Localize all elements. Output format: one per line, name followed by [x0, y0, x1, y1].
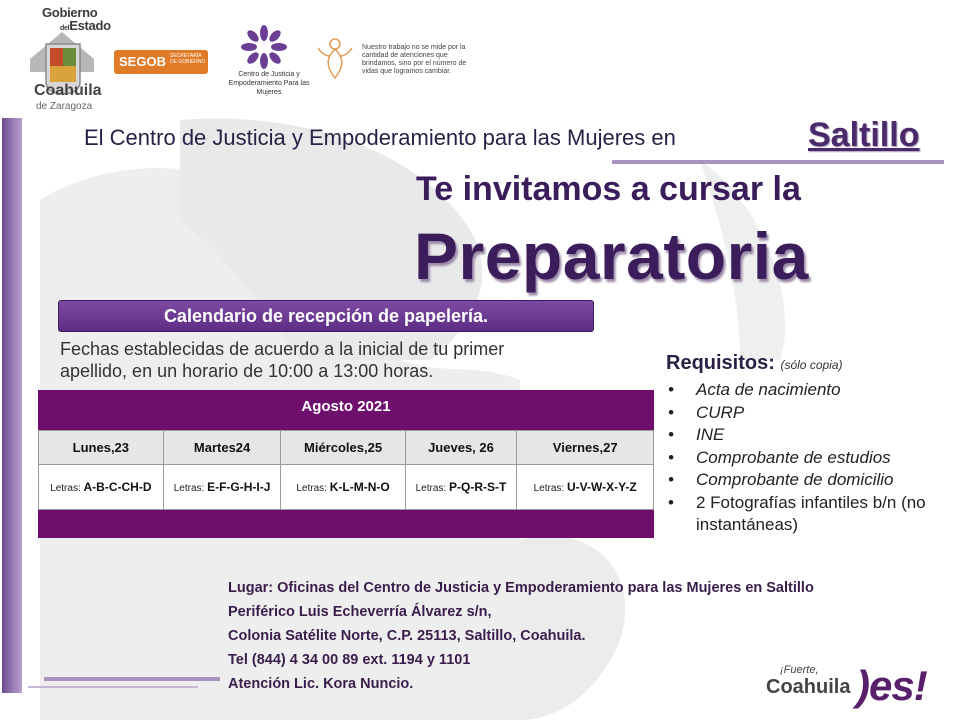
- letters-value: K-L-M-N-O: [329, 480, 390, 494]
- letters-value: E-F-G-H-I-J: [207, 480, 271, 494]
- women-figures-icon: [310, 34, 360, 82]
- requirement-item: • Comprobante de estudios: [666, 447, 956, 470]
- location-street: Periférico Luis Echeverría Álvarez s/n,: [228, 604, 492, 620]
- location-colony: Colonia Satélite Norte, C.P. 25113, Saltillo, Coahuila.: [228, 628, 586, 644]
- motto-text: Nuestro trabajo no se mide por la cantidad de atenciones que brindamos, sino por el número de vidas que logramos cambiar.: [362, 44, 467, 75]
- schedule-days-row: [39, 431, 654, 465]
- letters-prefix: Letras:: [533, 483, 565, 494]
- schedule-month: Agosto 2021: [301, 398, 391, 415]
- gob-title-estado: Estado: [69, 18, 111, 33]
- requirement-item: • CURP: [666, 402, 956, 425]
- main-heading: El Centro de Justicia y Empoderamiento para las Mujeres en: [84, 125, 676, 150]
- requirement-item: • 2 Fotografías infantiles b/n (no instantáneas): [666, 492, 956, 537]
- requirement-item: • INE: [666, 424, 956, 447]
- letters-cell: [405, 465, 517, 510]
- gob-title-line3: [60, 18, 111, 33]
- gob-title-line1: Gobierno: [42, 5, 98, 20]
- letters-cell: [517, 465, 654, 510]
- day-header: Jueves, 26: [405, 431, 517, 465]
- segob-label: SEGOB: [119, 54, 166, 69]
- letters-value: U-V-W-X-Y-Z: [566, 480, 637, 494]
- day-header: Lunes,23: [39, 431, 164, 465]
- letters-prefix: Letras:: [173, 483, 205, 494]
- location-phone: Tel (844) 4 34 00 89 ext. 1194 y 1101: [228, 652, 471, 668]
- schedule-table: [38, 430, 654, 510]
- gob-state-subtitle: de Zaragoza: [36, 101, 93, 112]
- program-name: Preparatoria: [414, 219, 809, 293]
- requirements-title: Requisitos:: [666, 352, 775, 374]
- day-header: Miércoles,25: [281, 431, 405, 465]
- fuerte-logo-small-text: ¡Fuerte,: [780, 664, 819, 676]
- letters-prefix: Letras:: [415, 483, 447, 494]
- bottom-divider: [44, 677, 220, 681]
- requirement-item: • Comprobante de domicilio: [666, 469, 956, 492]
- cjem-flower-icon: [240, 24, 288, 70]
- location-place: Lugar: Oficinas del Centro de Justicia y Empoderamiento para las Mujeres en Saltillo: [228, 580, 814, 596]
- requirements-heading: [666, 352, 843, 375]
- fuerte-logo-coahuila: Coahuila: [766, 676, 851, 698]
- letters-cell: [39, 465, 164, 510]
- letters-cell: [281, 465, 405, 510]
- schedule-letters-row: [39, 465, 654, 510]
- location-contact: Atención Lic. Kora Nuncio.: [228, 676, 414, 692]
- letters-value: P-Q-R-S-T: [448, 480, 507, 494]
- letters-prefix: Letras:: [296, 483, 327, 494]
- day-header: Martes24: [163, 431, 281, 465]
- invite-line: Te invitamos a cursar la: [416, 170, 801, 208]
- gob-state-name: Coahuila: [34, 82, 102, 99]
- fuerte-logo-es: )es!: [856, 662, 927, 709]
- day-header: Viernes,27: [517, 431, 654, 465]
- requirement-item: • Acta de nacimiento: [666, 379, 956, 402]
- requirements-note: (sólo copia): [780, 358, 843, 372]
- calendar-banner: Calendario de recepción de papelería.: [58, 300, 594, 332]
- letters-value: A-B-C-CH-D: [83, 480, 152, 494]
- heading-divider: [612, 160, 944, 164]
- requirements-list: [666, 379, 956, 537]
- segob-sublabel: SECRETARÍA DE GOBIERNO: [170, 53, 206, 65]
- gob-title-line2: del: [60, 25, 70, 32]
- bottom-divider-thin: [28, 686, 198, 688]
- cjem-logo-label: Centro de Justicia y Empoderamiento Para las Mujeres: [228, 71, 310, 96]
- letters-cell: [163, 465, 281, 510]
- left-accent-bar: [2, 118, 22, 693]
- dates-note: Fechas establecidas de acuerdo a la inicial de tu primer apellido, en un horario de 10:00 a 13:00 horas.: [60, 339, 505, 381]
- city-name: Saltillo: [808, 116, 920, 154]
- letters-prefix: Letras:: [50, 483, 81, 494]
